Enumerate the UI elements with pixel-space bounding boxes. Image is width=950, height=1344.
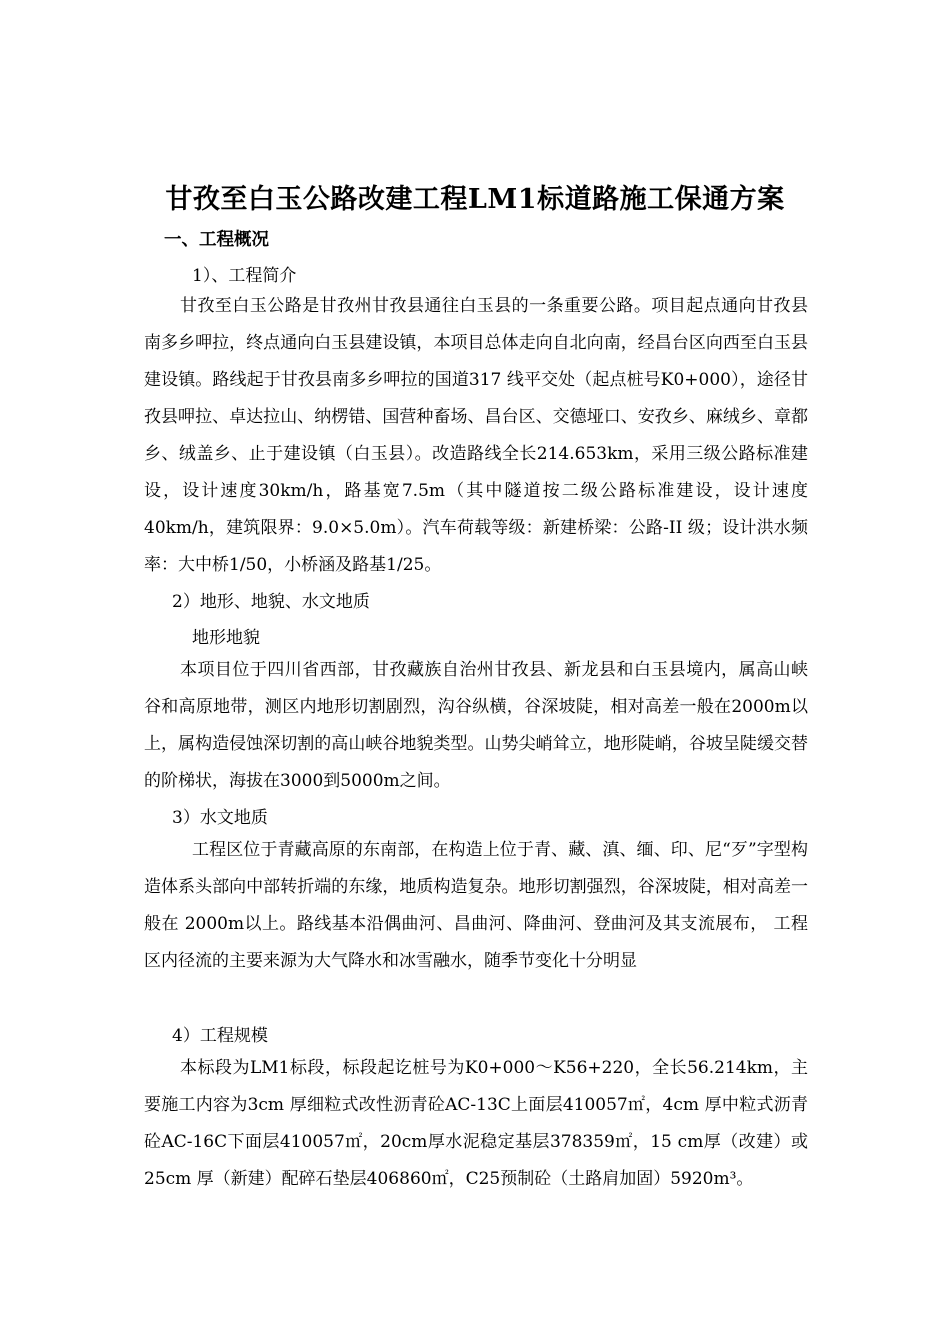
subsection-heading-text: 地形地貌 (192, 628, 260, 648)
paragraph-text: 本标段为LM1标段，标段起讫桩号为K0+000～K56+220，全长56.214km，主要施工内容为3cm 厚细粒式改性沥青砼AC-13C上面层410057㎡，4cm 厚中粒式沥青砼AC-16C下面层410057㎡，20cm厚水泥稳定基层378359㎡，15 cm厚（改建）或25cm 厚（新建）配碎石垫层406860㎡，C25预制砼（土路肩加固）5920m³。 (144, 1058, 808, 1189)
section-heading-overview (144, 222, 808, 259)
subsection-heading-terrain (144, 584, 808, 621)
subsection-heading-text: 2）地形、地貌、水文地质 (172, 592, 370, 612)
paragraph-intro (144, 288, 808, 584)
paragraph-hydrogeology (144, 832, 808, 980)
document-title: 甘孜至白玉公路改建工程LM1标道路施工保通方案 (165, 184, 785, 215)
paragraph-text: 工程区位于青藏高原的东南部，在构造上位于青、藏、滇、缅、印、尼“歹”字型构造体系头部向中部转折端的东缘，地质构造复杂。地形切割强烈，谷深坡陡，相对高差一般在 2000m以上。路线基本沿偶曲河、昌曲河、降曲河、登曲河及其支流展布， 工程区内径流的主要来源为大气降水和冰雪融水，随季节变化十分明显 (144, 840, 808, 971)
subsection-heading-text: 1）、工程简介 (192, 266, 297, 286)
subsection-heading-text: 4）工程规模 (172, 1026, 268, 1046)
section-heading-text: 一、工程概况 (164, 230, 269, 250)
paragraph-scale (144, 1050, 808, 1198)
paragraph-text: 甘孜至白玉公路是甘孜州甘孜县通往白玉县的一条重要公路。项目起点通向甘孜县南多乡呷拉，终点通向白玉县建设镇，本项目总体走向自北向南，经昌台区向西至白玉县建设镇。路线起于甘孜县南多乡呷拉的国道317 线平交处（起点桩号K0+000），途径甘孜县呷拉、卓达拉山、纳楞错、国营种畜场、昌台区、交德垭口、安孜乡、麻绒乡、章都乡、绒盖乡、止于建设镇（白玉县）。改造路线全长214.653km，采用三级公路标准建设，设计速度30km/h，路基宽7.5m（其中隧道按二级公路标准建设，设计速度40km/h，建筑限界：9.0×5.0m）。汽车荷载等级：新建桥梁：公路-II 级；设计洪水频率：大中桥1/50，小桥涵及路基1/25。 (144, 296, 808, 575)
paragraph-landform (144, 652, 808, 800)
subsection-heading-text: 3）水文地质 (172, 808, 268, 828)
paragraph-text: 本项目位于四川省西部，甘孜藏族自治州甘孜县、新龙县和白玉县境内，属高山峡谷和高原地带，测区内地形切割剧烈，沟谷纵横，谷深坡陡，相对高差一般在2000m以上，属构造侵蚀深切割的高山峡谷地貌类型。山势尖峭耸立，地形陡峭，谷坡呈陡缓交替的阶梯状，海拔在3000到5000m之间。 (144, 660, 808, 791)
